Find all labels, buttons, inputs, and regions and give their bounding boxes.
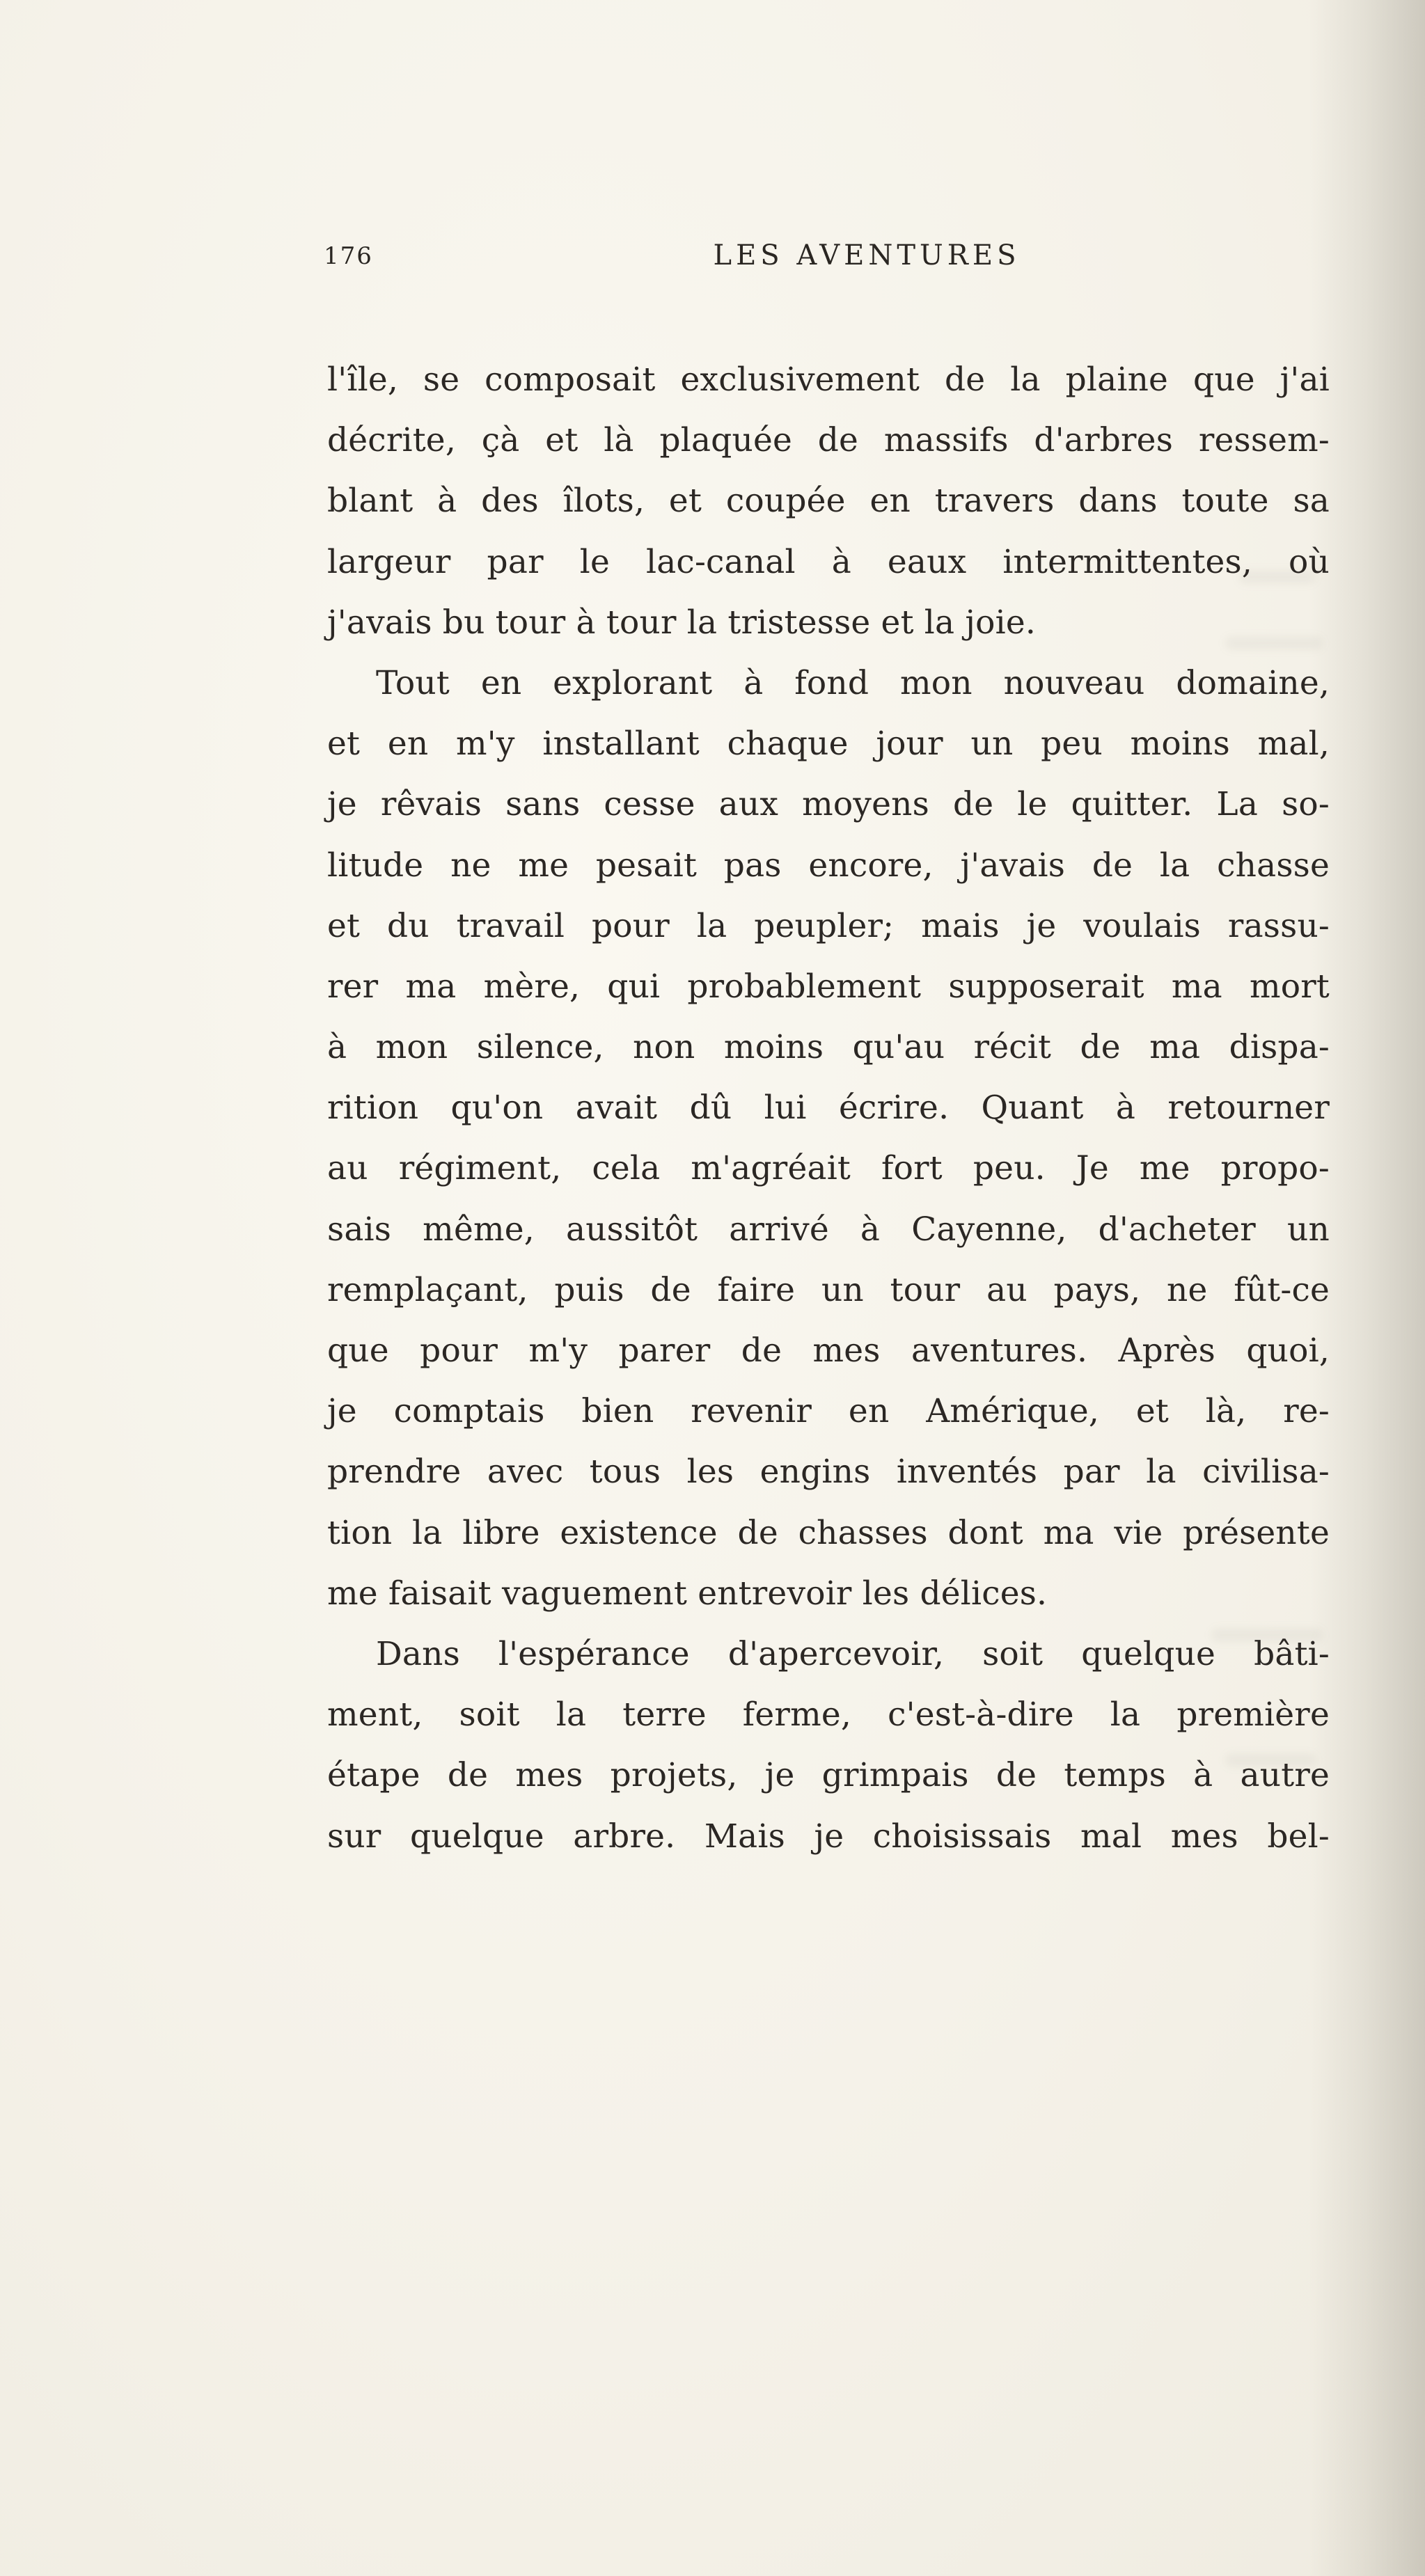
text-line: prendre avec tous les engins inventés par la civilisa- [327, 1453, 1330, 1492]
body-text [327, 349, 1330, 1867]
text-line: au régiment, cela m'agréait fort peu. Je me propo- [327, 1149, 1330, 1188]
text-line: remplaçant, puis de faire un tour au pays, ne fût-ce [327, 1270, 1330, 1309]
text-line: litude ne me pesait pas encore, j'avais de la chasse [327, 846, 1330, 885]
text-line: ment, soit la terre ferme, c'est-à-dire la première [327, 1696, 1330, 1735]
text-line: tion la libre existence de chasses dont ma vie présente [327, 1513, 1330, 1552]
text-line: je comptais bien revenir en Amérique, et là, re- [327, 1392, 1330, 1431]
text-line: j'avais bu tour à tour la tristesse et la joie. [327, 603, 1037, 642]
text-line: rer ma mère, qui probablement supposerait ma mort [327, 967, 1330, 1006]
text-line: Dans l'espérance d'apercevoir, soit quelque bâti- [376, 1634, 1330, 1673]
text-line: étape de mes projets, je grimpais de temps à autre [327, 1756, 1330, 1795]
text-line: largeur par le lac-canal à eaux intermittentes, où [327, 542, 1330, 581]
text-line: sur quelque arbre. Mais je choisissais mal mes bel- [327, 1817, 1330, 1856]
text-line: et en m'y installant chaque jour un peu moins mal, [327, 725, 1330, 764]
text-line: je rêvais sans cesse aux moyens de le quitter. La so- [327, 785, 1330, 824]
text-line: rition qu'on avait dû lui écrire. Quant à retourner [327, 1089, 1330, 1128]
page-number: 176 [324, 242, 373, 270]
running-header [324, 237, 1326, 285]
text-line: blant à des îlots, et coupée en travers dans toute sa [327, 482, 1330, 521]
text-line: décrite, çà et là plaquée de massifs d'arbres ressem- [327, 421, 1330, 460]
text-line: me faisait vaguement entrevoir les délices. [327, 1574, 1048, 1613]
text-line: et du travail pour la peupler; mais je voulais rassu- [327, 906, 1330, 945]
text-line: l'île, se composait exclusivement de la plaine que j'ai [327, 361, 1330, 399]
text-line: sais même, aussitôt arrivé à Cayenne, d'acheter un [327, 1210, 1330, 1249]
text-line: Tout en explorant à fond mon nouveau domaine, [376, 663, 1330, 702]
running-title: LES AVENTURES [713, 239, 1021, 271]
text-line: que pour m'y parer de mes aventures. Après quoi, [327, 1332, 1330, 1370]
text-line: à mon silence, non moins qu'au récit de ma dispa- [327, 1028, 1330, 1067]
